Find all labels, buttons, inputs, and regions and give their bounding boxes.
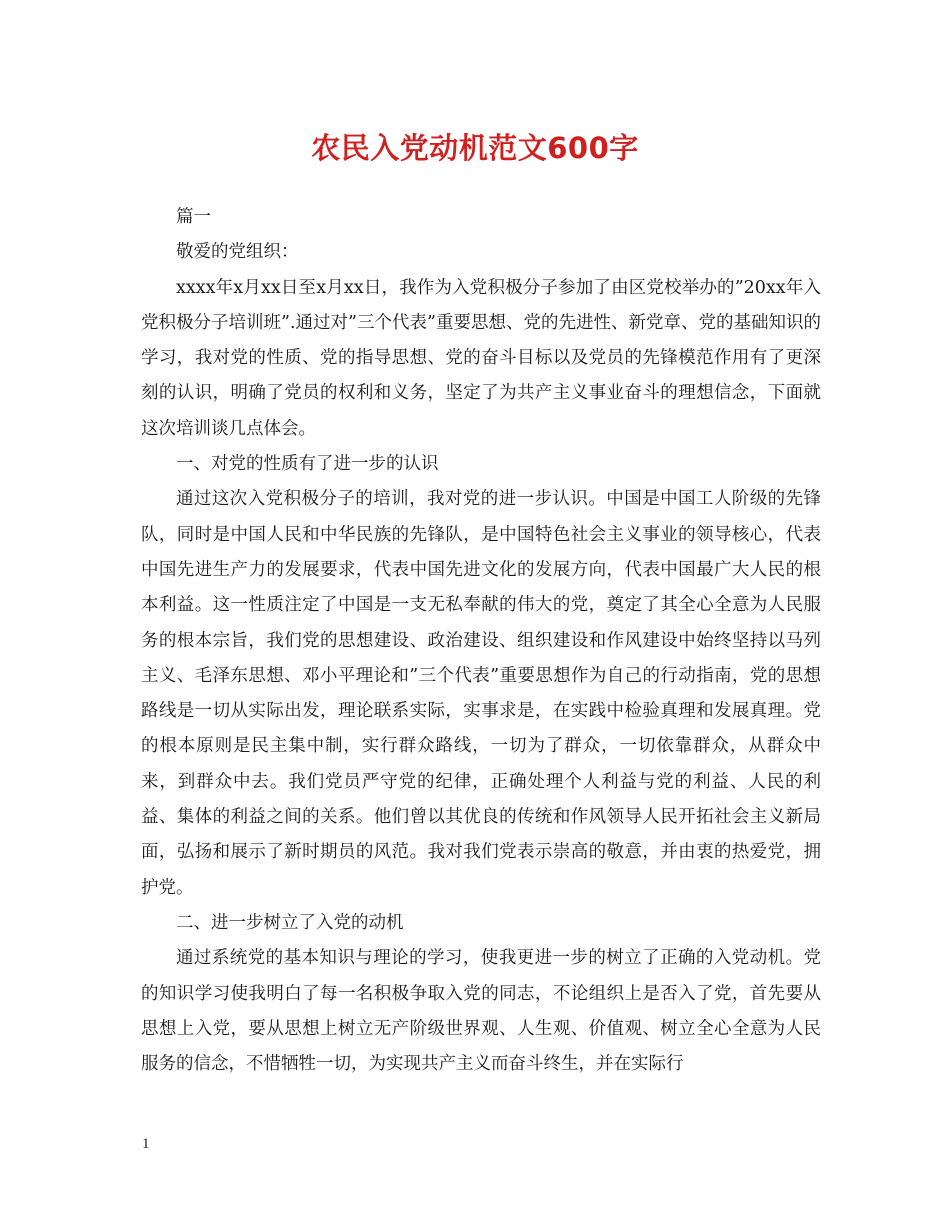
paragraph-intro: xxxx年x月xx日至x月xx日，我作为入党积极分子参加了由区党校举办的”20xx年入党积极分子培训班”.通过对”三个代表”重要思想、党的先进性、新党章、党的基础知识的学习，我对党的性质、党的指导思想、党的奋斗目标以及党员的先锋模范作用有了更深刻的认识，明确了党员的权利和义务，坚定了为共产主义事业奋斗的理想信念，下面就这次培训谈几点体会。 [141, 277, 821, 439]
section-heading-2: 二、进一步树立了入党的动机 [176, 912, 404, 933]
paragraph-party-nature: 通过这次入党积极分子的培训，我对党的进一步认识。中国是中国工人阶级的先锋队，同时是中国人民和中华民族的先锋队，是中国特色社会主义事业的领导核心，代表中国先进生产力的发展要求，代表中国先进文化的发展方向，代表中国最广大人民的根本利益。这一性质注定了中国是一支无私奉献的伟大的党，奠定了其全心全意为人民服务的根本宗旨，我们党的思想建设、政治建设、组织建设和作风建设中始终坚持以马列主义、毛泽东思想、邓小平理论和”三个代表”重要思想作为自己的行动指南，党的思想路线是一切从实际出发，理论联系实际，实事求是，在实践中检验真理和发展真理。党的根本原则是民主集中制，实行群众路线，一切为了群众，一切依靠群众，从群众中来，到群众中去。我们党员严守党的纪律，正确处理个人利益与党的利益、人民的利益、集体的利益之间的关系。他们曾以其优良的传统和作风领导人民开拓社会主义新局面，弘扬和展示了新时期员的风范。我对我们党表示崇高的敬意，并由衷的热爱党，拥护党。 [141, 489, 821, 898]
page-number: 1 [142, 1136, 150, 1152]
salutation: 敬爱的党组织： [176, 242, 299, 263]
paragraph-motivation: 通过系统党的基本知识与理论的学习，使我更进一步的树立了正确的入党动机。党的知识学习使我明白了每一名积极争取入党的同志，不论组织上是否入了党，首先要从思想上入党，要从思想上树立无产阶级世界观、人生观、价值观、树立全心全意为人民服务的信念，不惜牺牲一切，为实现共产主义而奋斗终生，并在实际行 [141, 948, 821, 1075]
document-title: 农民入党动机范文600字 [311, 131, 639, 165]
section-label: 篇一 [176, 207, 211, 227]
document-body [141, 200, 821, 1082]
section-heading-1: 一、对党的性质有了进一步的认识 [176, 454, 439, 475]
